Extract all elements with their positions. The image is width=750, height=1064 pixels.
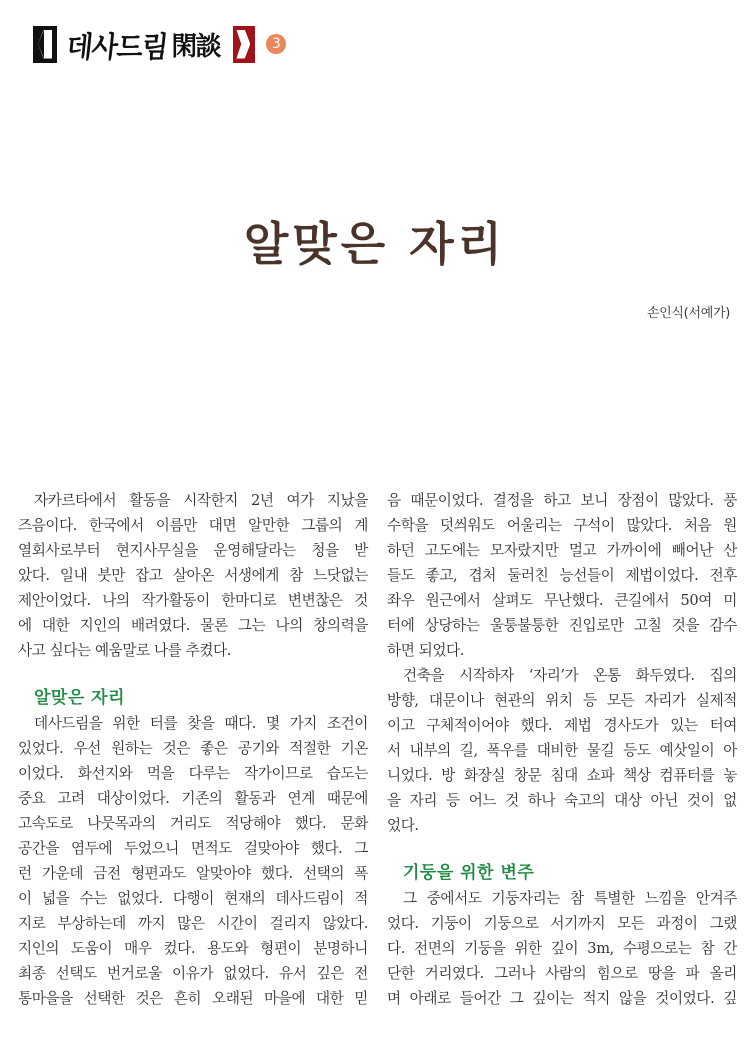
text-line: 들도 좋고, 겹처 둘러친 능선들이 제법이었다. 전후	[387, 567, 737, 584]
text-line: 공간을 염두에 두었으니 면적도 걸맞아야 했다. 그	[18, 840, 368, 857]
text-line: 통마을을 선택한 것은 흔히 오래된 마을에 대한 믿	[18, 990, 368, 1007]
text-line: 다. 전면의 기둥을 위한 깊이 3m, 수평으로는 참 간	[387, 940, 737, 957]
text-line: 수학을 덧씌워도 어울리는 구석이 많았다. 처음 원	[387, 517, 737, 534]
text-line: 건축을 시작하자 ‘자리’가 온통 화두였다. 집의	[403, 667, 737, 684]
text-line: 런 가운데 금전 형편과도 알맞아야 했다. 선택의 폭	[18, 865, 368, 882]
intro-paragraph	[18, 488, 368, 663]
text-line: 열회사로부터 현지사무실을 운영해달라는 청을 받	[18, 542, 368, 559]
text-line: 었다. 기둥이 기둥으로 서기까지 모든 과정이 그랬	[387, 915, 737, 932]
paragraph-1	[387, 488, 737, 663]
brand-hanja: 閑談	[171, 31, 220, 62]
right-column	[387, 488, 737, 1011]
text-line: 좌우 원근에서 살펴도 무난했다. 큰길에서 50여 미	[387, 592, 737, 609]
text-line: 방향, 대문이나 현관의 위치 등 모든 자리가 실제적	[387, 692, 737, 709]
text-line: 었다.	[387, 817, 419, 834]
text-line: 이 넓을 수는 없었다. 다행이 현재의 데사드림이 적	[18, 890, 368, 907]
magazine-header	[33, 24, 286, 64]
brand-hangul: 데사드림	[64, 30, 169, 64]
section-paragraph	[18, 711, 368, 1011]
text-line: 니었다. 방 화장실 창문 침대 쇼파 책상 컴퓨터를 놓	[387, 767, 737, 784]
left-bracket-icon	[33, 26, 57, 63]
text-line: 있었다. 우선 원하는 것은 좋은 공기와 적절한 기온	[18, 740, 368, 757]
text-line: 하면 되었다.	[387, 642, 464, 659]
section-paragraph	[387, 886, 737, 1011]
text-line: 에 대한 지인의 배려였다. 물론 그는 나의 창의력을	[18, 617, 368, 634]
text-line: 지로 부상하는데 까지 많은 시간이 걸리지 않았다.	[18, 915, 368, 932]
text-line: 하던 고도에는 모자랐지만 멀고 가까이에 빼어난 산	[387, 542, 737, 559]
paragraph-2	[387, 663, 737, 838]
text-line: 그 중에서도 기둥자리는 참 특별한 느낌을 안겨주	[403, 890, 737, 907]
text-line: 제안이었다. 나의 작가활동이 한마디로 변변찮은 것	[18, 592, 368, 609]
text-line: 고속도로 나뭇목과의 거리도 적당해야 했다. 문화	[18, 815, 368, 832]
issue-number-badge: 3	[266, 34, 286, 54]
text-line: 데사드림을 위한 터를 찾을 때다. 몇 가지 조건이	[34, 715, 368, 732]
text-line: 이고 구체적이어야 했다. 제법 경사도가 있는 터여	[387, 717, 737, 734]
text-line: 자카르타에서 활동을 시작한지 2년 여가 지났을	[34, 492, 368, 509]
author-byline: 손인식(서예가)	[646, 306, 730, 321]
text-line: 며 아래로 들어간 그 깊이는 적지 않을 것이었다. 깊	[387, 990, 737, 1007]
section-heading: 알맞은 자리	[34, 688, 126, 708]
text-line: 았다. 일내 붓만 잡고 살아온 서생에게 참 느닷없는	[18, 567, 368, 584]
text-line: 최종 선택도 번거로울 이유가 없었다. 유서 깊은 전	[18, 965, 368, 982]
left-column	[18, 488, 368, 1011]
text-line: 중요 고려 대상이었다. 기존의 활동과 연계 때문에	[18, 790, 368, 807]
text-line: 서 내부의 길, 폭우를 대비한 물길 등도 예삿일이 아	[387, 742, 737, 759]
right-bracket-icon	[233, 26, 255, 63]
section-heading: 기둥을 위한 변주	[403, 863, 535, 883]
article-title: 알맞은 자리	[243, 217, 507, 271]
text-line: 을 자리 등 어느 것 하나 숙고의 대상 아닌 것이 없	[387, 792, 737, 809]
text-line: 터에 상당하는 울퉁불퉁한 진입로만 고칠 것을 감수	[387, 617, 737, 634]
text-line: 이었다. 화선지와 먹을 다루는 작가이므로 습도는	[18, 765, 368, 782]
text-line: 사고 싶다는 예움말로 나를 추켰다.	[18, 642, 231, 659]
text-line: 지인의 도움이 매우 컸다. 용도와 형편이 분명하니	[18, 940, 368, 957]
text-line: 단한 거리였다. 그러나 사람의 힘으로 땅을 파 올리	[387, 965, 737, 982]
text-line: 음 때문이었다. 결정을 하고 보니 장점이 많았다. 풍	[387, 492, 737, 509]
text-line: 즈음이다. 한국에서 이름만 대면 알만한 그룹의 계	[18, 517, 368, 534]
